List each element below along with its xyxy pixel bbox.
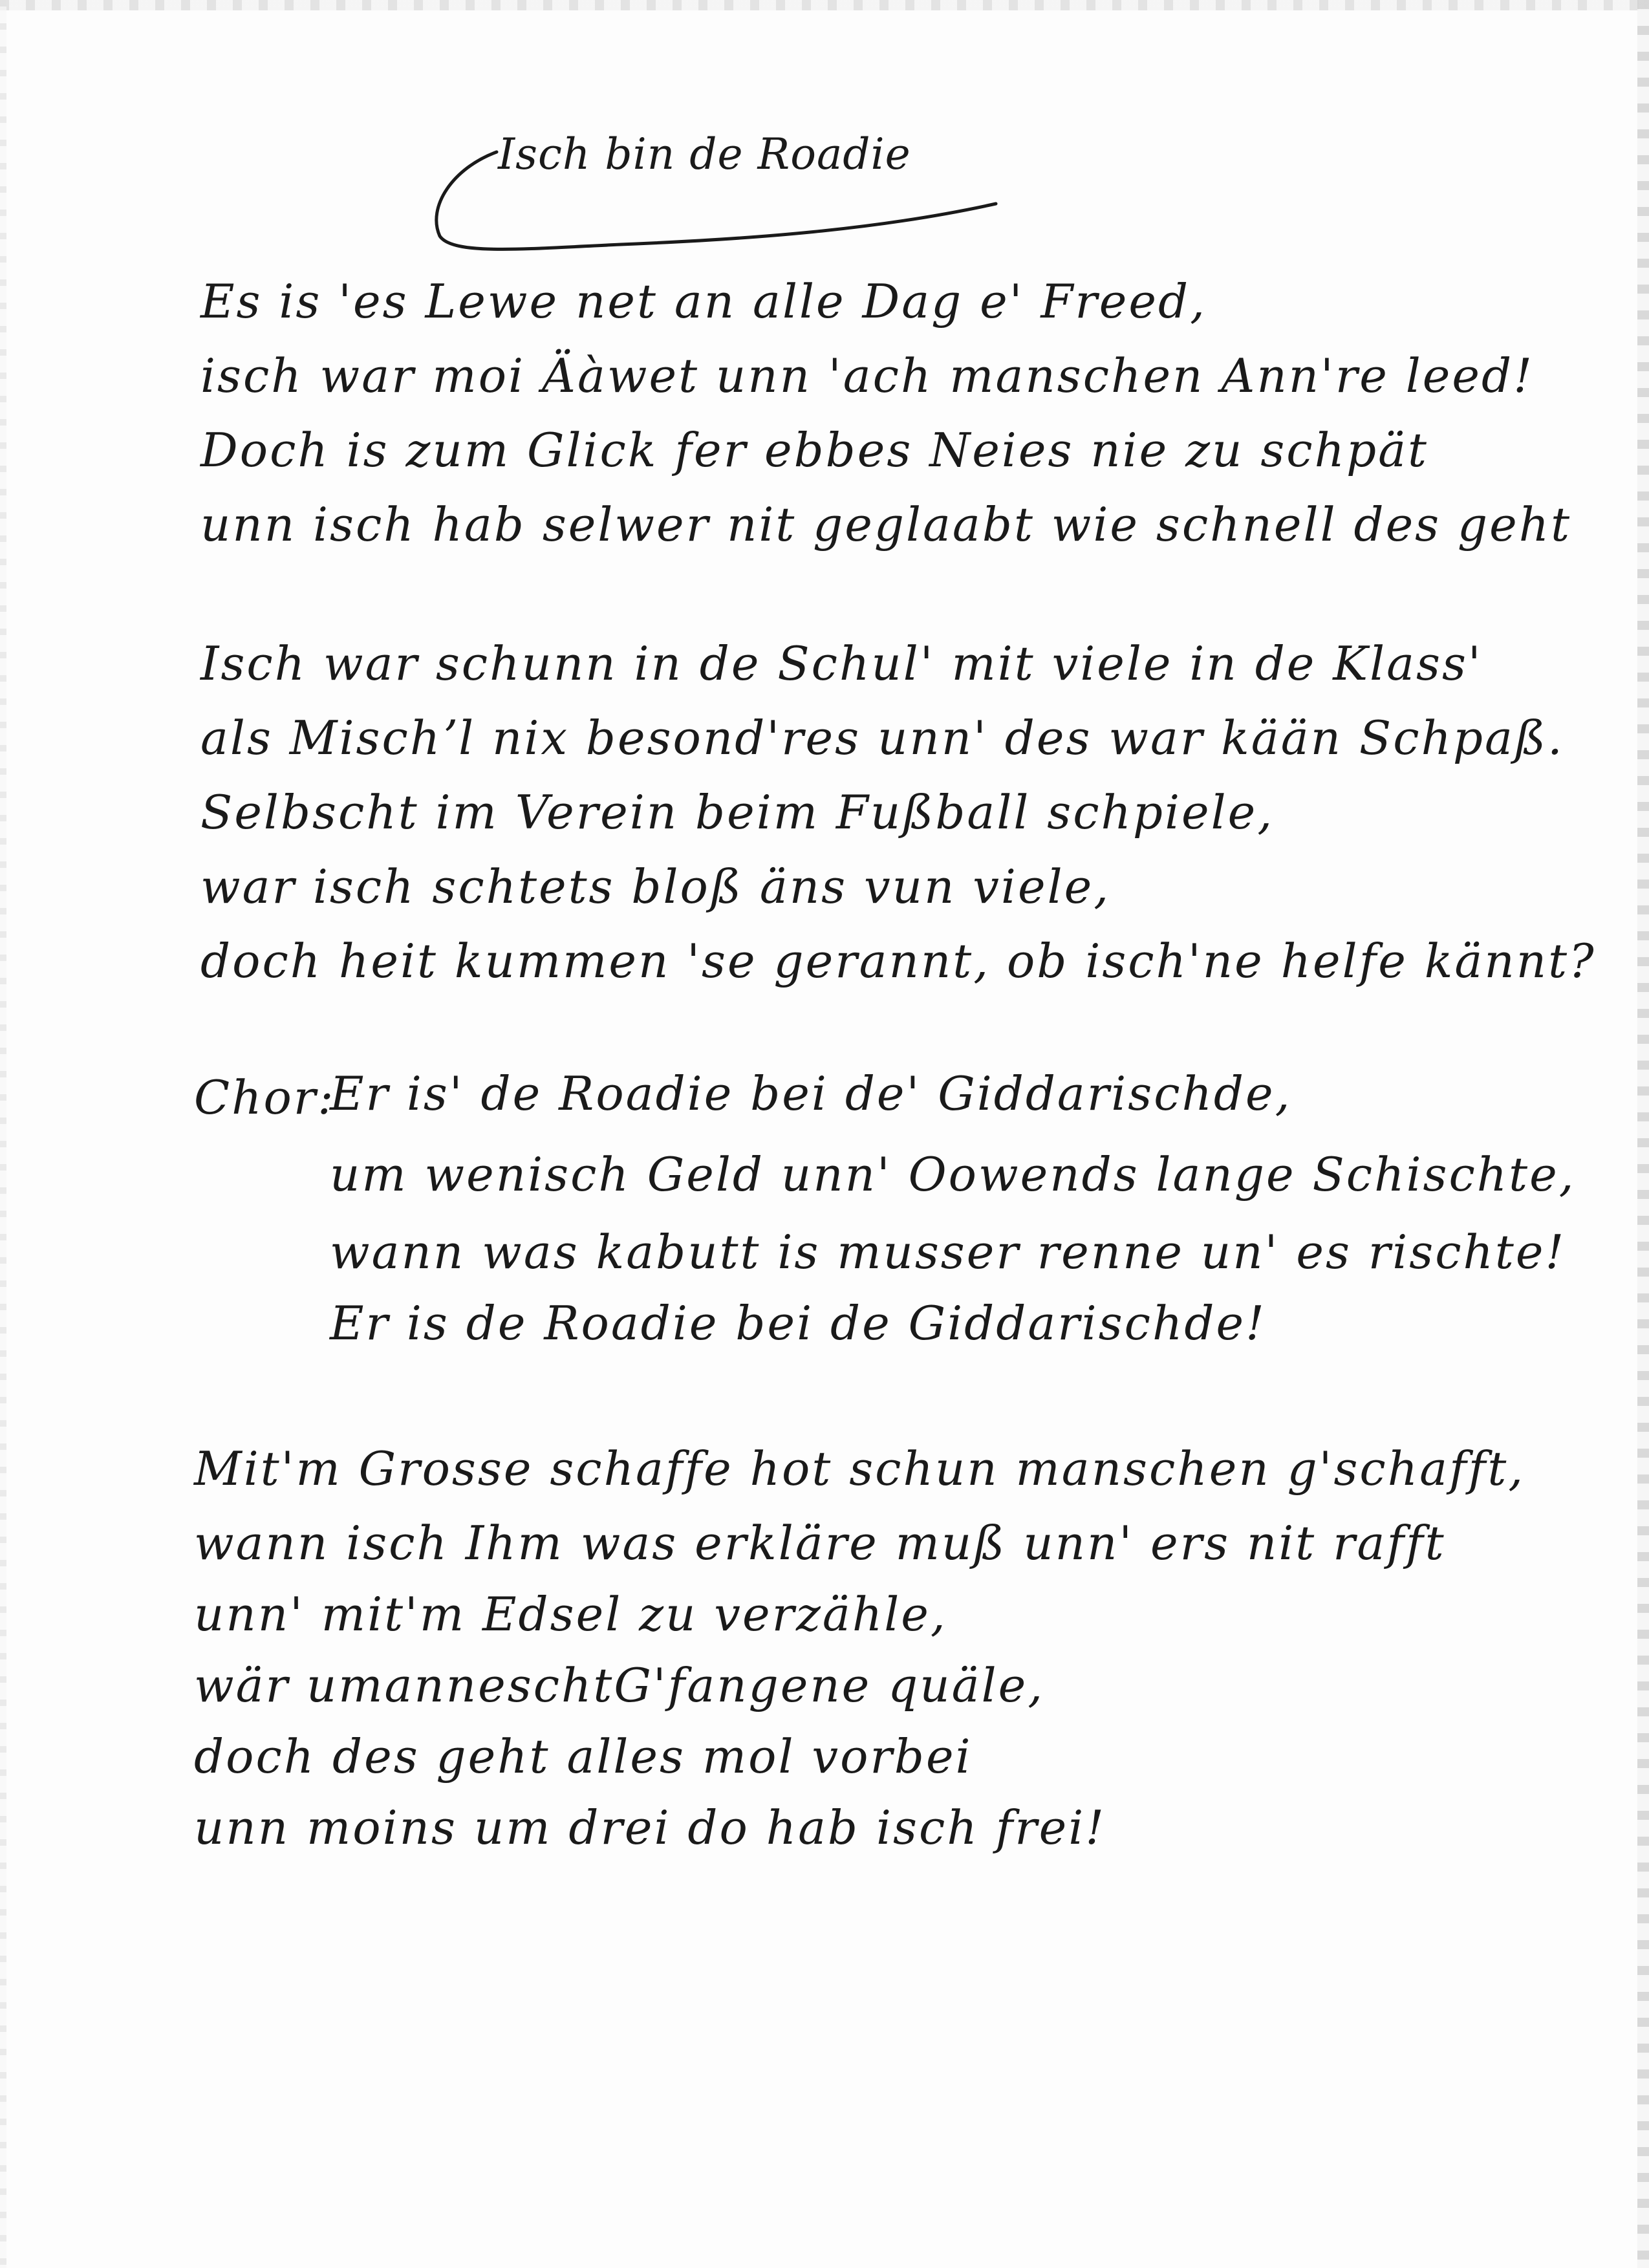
scan-edge-left: [0, 0, 6, 2268]
scan-edge-right: [1637, 0, 1649, 2268]
verse-1-line-4: unn isch hab selwer nit geglaabt wie schnell des geht: [200, 497, 1572, 552]
verse-2-line-5: doch heit kummen 'se gerannt, ob isch'ne helfe kännt?: [200, 934, 1596, 988]
verse-2-line-2: als Mischʼl nix besond'res unn' des war kään Schpaß.: [200, 711, 1564, 765]
page-title: Isch bin de Roadie: [498, 129, 911, 179]
chorus-label: Chor:: [194, 1070, 336, 1125]
verse-3-line-2: wann isch Ihm was erkläre muß unn' ers nit rafft: [194, 1516, 1446, 1570]
verse-3-line-5: doch des geht alles mol vorbei: [194, 1729, 973, 1784]
verse-1-line-2: isch war moi Äàwet unn 'ach manschen Ann're leed!: [200, 349, 1535, 403]
verse-2-line-3: Selbscht im Verein beim Fußball schpiele,: [200, 785, 1275, 839]
verse-3-line-1: Mit'm Grosse schaffe hot schun manschen g'schafft,: [194, 1442, 1525, 1496]
title-block: [427, 116, 1009, 265]
verse-1-line-1: Es is 'es Lewe net an alle Dag e' Freed,: [200, 274, 1207, 329]
chorus-line-2: um wenisch Geld unn' Oowends lange Schischte,: [330, 1147, 1576, 1202]
verse-3-line-3: unn' mit'm Edsel zu verzähle,: [194, 1587, 947, 1641]
verse-2-line-4: war isch schtets bloß äns vun viele,: [200, 859, 1111, 914]
chorus-line-4: Er is de Roadie bei de Giddarischde!: [330, 1296, 1266, 1350]
chorus-line-1: Er is' de Roadie bei de' Giddarischde,: [330, 1066, 1292, 1121]
verse-1-line-3: Doch is zum Glick fer ebbes Neies nie zu schpät: [200, 423, 1428, 477]
verse-3-line-6: unn moins um drei do hab isch frei!: [194, 1800, 1106, 1855]
verse-3-line-4: wär umanneschtG'fangene quäle,: [194, 1658, 1045, 1712]
verse-2-line-1: Isch war schunn in de Schul' mit viele in de Klass': [200, 636, 1483, 691]
scan-edge-top: [0, 0, 1649, 10]
chorus-line-3: wann was kabutt is musser renne un' es rischte!: [330, 1225, 1566, 1279]
